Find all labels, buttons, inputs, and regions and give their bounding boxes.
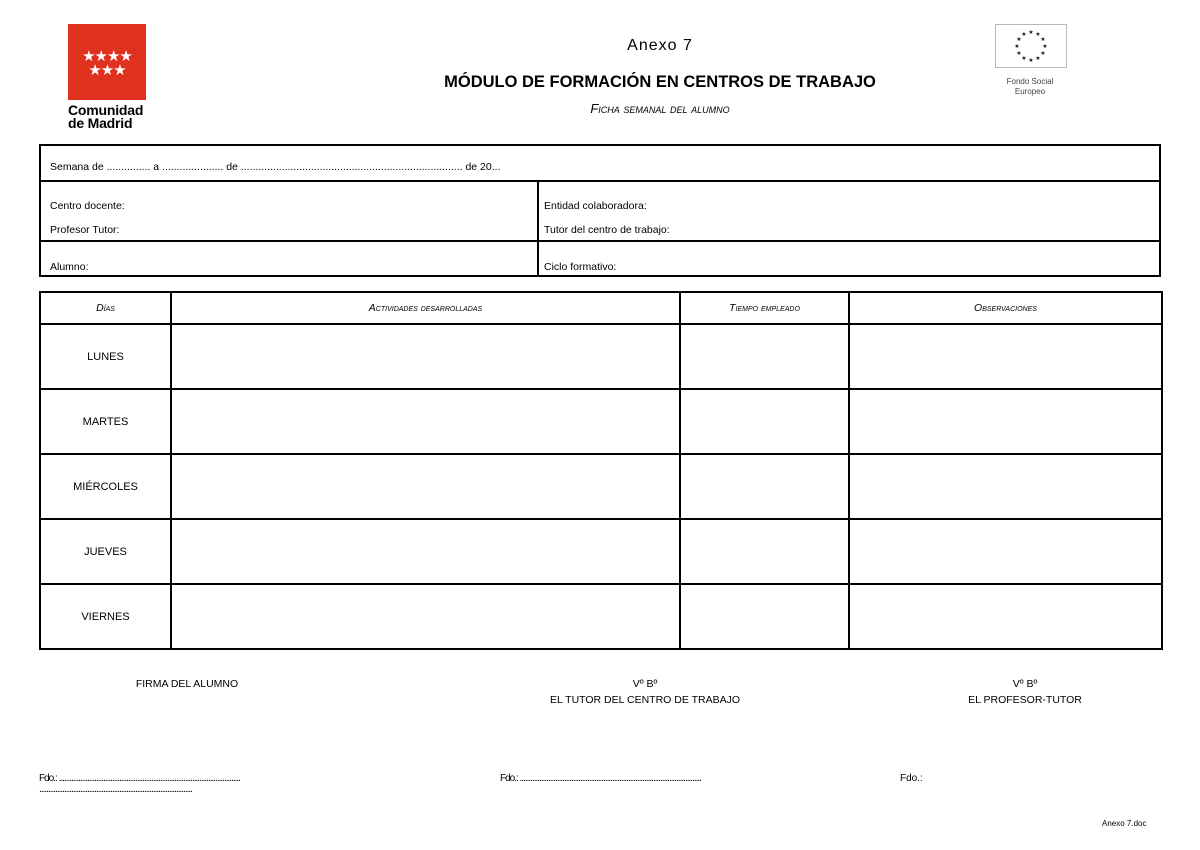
time-cell[interactable] (680, 584, 849, 649)
observations-cell[interactable] (849, 324, 1162, 389)
header-tiempo: Tiempo empleado (680, 292, 849, 324)
svg-text:★: ★ (1021, 55, 1027, 62)
header-dias: Días (40, 292, 171, 324)
svg-text:★: ★ (1040, 50, 1046, 57)
weekly-activities-table (39, 291, 1163, 650)
ciclo-formativo-field[interactable]: Ciclo formativo: (544, 261, 617, 273)
table-row (40, 324, 1162, 389)
page-title: MÓDULO DE FORMACIÓN EN CENTROS DE TRABAJO (444, 73, 876, 91)
table-header-row (40, 292, 1162, 324)
table-row (40, 389, 1162, 454)
student-info-box (39, 144, 1161, 277)
time-cell[interactable] (680, 454, 849, 519)
day-label: MIÉRCOLES (40, 454, 171, 519)
header-observaciones: Observaciones (849, 292, 1162, 324)
day-label: VIERNES (40, 584, 171, 649)
alumno-field[interactable]: Alumno: (50, 261, 89, 273)
time-cell[interactable] (680, 324, 849, 389)
activities-cell[interactable] (171, 584, 680, 649)
entidad-colaboradora-field[interactable]: Entidad colaboradora: (544, 200, 647, 212)
tutor-trabajo-label: EL TUTOR DEL CENTRO DE TRABAJO (549, 694, 740, 706)
time-cell[interactable] (680, 389, 849, 454)
activities-cell[interactable] (171, 454, 680, 519)
fdo-profesor-tutor-field[interactable]: Fdo.: (900, 773, 923, 784)
madrid-flag-icon: ★★★★ ★★★ (68, 24, 146, 100)
logo-line1: Comunidad (68, 102, 144, 118)
day-label: JUEVES (40, 519, 171, 584)
profesor-tutor-field[interactable]: Profesor Tutor: (50, 224, 120, 236)
annex-label: Anexo 7 (627, 37, 693, 54)
table-row (40, 454, 1162, 519)
tutor-centro-field[interactable]: Tutor del centro de trabajo: (544, 224, 670, 236)
signature-tutor-trabajo (520, 676, 770, 708)
footer-filename: Anexo 7.doc (1102, 819, 1147, 828)
observations-cell[interactable] (849, 389, 1162, 454)
svg-text:★: ★ (1040, 36, 1046, 43)
svg-text:★: ★ (1028, 29, 1034, 36)
week-field[interactable]: Semana de ............... a ..................... de ............................................................................ de 20... (50, 161, 501, 173)
svg-text:★: ★ (1042, 43, 1048, 50)
vb-label: Vº Bº (632, 678, 658, 690)
activities-cell[interactable] (171, 324, 680, 389)
signature-alumno-label: FIRMA DEL ALUMNO (135, 678, 239, 690)
table-row (40, 584, 1162, 649)
day-label: MARTES (40, 389, 171, 454)
svg-text:★: ★ (1035, 55, 1041, 62)
table-row (40, 519, 1162, 584)
divider (537, 182, 539, 275)
observations-cell[interactable] (849, 519, 1162, 584)
page-subtitle: Ficha semanal del alumno (590, 101, 730, 116)
signature-profesor-tutor (925, 676, 1125, 708)
svg-text:★: ★ (1016, 36, 1022, 43)
time-cell[interactable] (680, 519, 849, 584)
eu-flag-icon (995, 24, 1067, 68)
observations-cell[interactable] (849, 584, 1162, 649)
activities-cell[interactable] (171, 519, 680, 584)
logo-line2: de Madrid (68, 115, 133, 131)
profesor-tutor-label: EL PROFESOR-TUTOR (968, 694, 1082, 706)
activities-cell[interactable] (171, 389, 680, 454)
divider (41, 180, 1159, 182)
observations-cell[interactable] (849, 454, 1162, 519)
svg-text:★: ★ (1021, 31, 1027, 38)
vb-label: Vº Bº (1012, 678, 1038, 690)
fdo-tutor-trabajo-field[interactable]: Fdo.: ...................................................................................................... (500, 773, 701, 784)
svg-text:★: ★ (1016, 50, 1022, 57)
divider (41, 240, 1159, 242)
centro-docente-field[interactable]: Centro docente: (50, 200, 125, 212)
fdo-alumno-field[interactable]: Fdo.: ...................................................................................................... ...................................................................................... (39, 773, 240, 795)
svg-text:★: ★ (1035, 31, 1041, 38)
header-actividades: Actividades desarrolladas (171, 292, 680, 324)
eu-caption: Fondo Social Europeo (1006, 77, 1054, 96)
svg-text:★: ★ (1028, 57, 1034, 64)
day-label: LUNES (40, 324, 171, 389)
svg-text:★: ★ (1014, 43, 1020, 50)
